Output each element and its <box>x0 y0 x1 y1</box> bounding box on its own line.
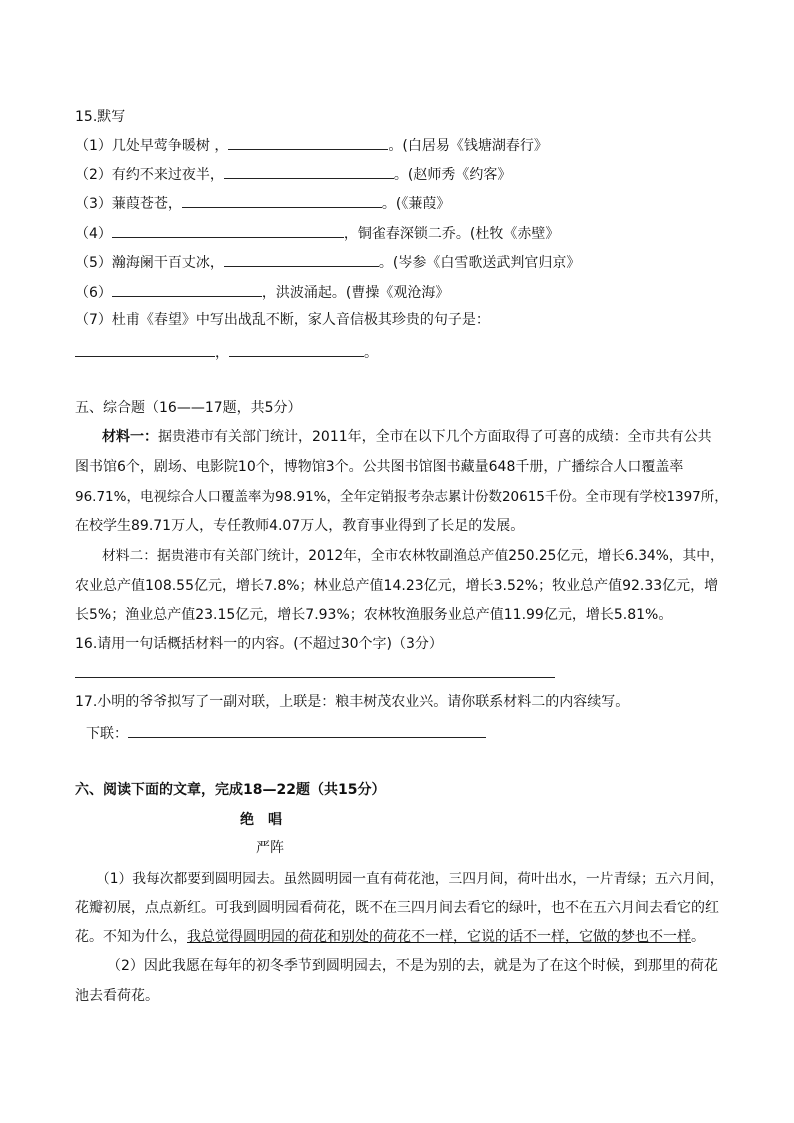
item-suffix: ，洪波涌起。(曹操《观沧海》 <box>261 285 450 301</box>
section-5-heading: 五、综合题（16——17题，共5分） <box>75 400 302 416</box>
q15-item-5 <box>75 251 580 271</box>
q15-title: 15.默写 <box>75 109 126 125</box>
item-number: （2） <box>75 167 112 183</box>
q15-item-3 <box>75 192 450 212</box>
period: 。 <box>364 345 378 361</box>
material-1-line-4: 在校学生89.71万人，专任教师4.07万人，教育事业得到了长足的发展。 <box>75 518 525 534</box>
item-suffix: 。(赵师秀《约客》 <box>393 167 512 183</box>
item-suffix: 。(岑参《白雪歌送武判官归京》 <box>378 255 581 271</box>
item-number: （7） <box>75 312 112 328</box>
paragraph-2-line-2: 池去看荷花。 <box>75 988 159 1004</box>
answer-blank[interactable] <box>224 251 379 267</box>
item-suffix: 。(白居易《钱塘湖春行》 <box>388 138 548 154</box>
q15-item-7 <box>75 310 490 330</box>
material-2-line-2: 农业总产值108.55亿元，增长7.8%；林业总产值14.23亿元，增长3.52%；牧业总产值92.33亿元，增 <box>75 578 719 594</box>
item-number: （5） <box>75 255 112 271</box>
q17-answer-row <box>86 722 486 742</box>
article-author: 严阵 <box>256 840 284 856</box>
answer-blank[interactable] <box>224 163 394 179</box>
answer-blank[interactable] <box>182 192 382 208</box>
item-prefix: 瀚海阑干百丈冰， <box>111 255 224 271</box>
item-prefix: 蒹葭苍苍， <box>111 196 182 212</box>
material-1-line-2: 图书馆6个，剧场、电影院10个，博物馆3个。公共图书馆图书藏量648千册，广播综合人口覆盖率 <box>75 459 684 475</box>
answer-blank[interactable] <box>112 281 262 297</box>
material-1-text: 据贵港市有关部门统计，2011年，全市在以下几个方面取得了可喜的成绩：全市共有公共 <box>158 429 712 445</box>
answer-blank[interactable] <box>112 222 344 238</box>
paragraph-1-line-1: （1）我每次都要到圆明园去。虽然圆明园一直有荷花池，三四月间，荷叶出水，一片青绿；五六月间， <box>96 871 724 887</box>
q15-item-7-answer <box>75 341 378 361</box>
q15-item-1 <box>75 134 548 154</box>
material-1-line-1 <box>102 427 712 447</box>
question-17: 17.小明的爷爷拟写了一副对联，上联是：粮丰树茂农业兴。请你联系材料二的内容续写。 <box>75 694 630 710</box>
answer-blank[interactable] <box>128 722 486 738</box>
answer-blank[interactable] <box>228 134 388 150</box>
item-suffix: 。(《蒹葭》 <box>381 196 451 212</box>
xialian-label: 下联： <box>86 726 128 742</box>
q16-answer-line[interactable] <box>75 677 555 678</box>
item-prefix: 几处早莺争暖树 ， <box>111 138 229 154</box>
article-title: 绝 唱 <box>240 812 282 828</box>
item-number: （3） <box>75 196 112 212</box>
item-text: 杜甫《春望》中写出战乱不断，家人音信极其珍贵的句子是： <box>111 312 490 328</box>
material-1-label: 材料一： <box>102 429 158 445</box>
comma: ， <box>215 345 229 361</box>
paragraph-2-line-1: （2）因此我愿在每年的初冬季节到圆明园去，不是为别的去，就是为了在这个时候，到那里的荷花 <box>107 958 718 974</box>
answer-blank[interactable] <box>229 341 364 357</box>
paragraph-text: 花。不知为什么， <box>75 929 187 945</box>
question-16: 16.请用一句话概括材料一的内容。(不超过30个字)（3分） <box>75 636 443 652</box>
underlined-sentence: 我总觉得圆明园的荷花和别处的荷花不一样，它说的话不一样，它做的梦也不一样 <box>187 929 691 945</box>
paragraph-1-line-3 <box>75 927 705 947</box>
item-prefix: 有约不来过夜半， <box>111 167 224 183</box>
q15-item-6 <box>75 281 449 301</box>
paragraph-1-line-2: 花瓣初展，点点新红。可我到圆明园看荷花，既不在三四月间去看它的绿叶，也不在五六月间去看它的红 <box>75 900 719 916</box>
item-number: （1） <box>75 138 112 154</box>
material-2-line-1: 材料二：据贵港市有关部门统计，2012年，全市农林牧副渔总产值250.25亿元，增长6.34%，其中， <box>102 548 724 564</box>
material-1-line-3: 96.71%，电视综合人口覆盖率为98.91%，全年定销报考杂志累计份数20615千份。全市现有学校1397所， <box>75 489 728 505</box>
material-2-line-3: 长5%；渔业总产值23.15亿元，增长7.93%；农林牧渔服务业总产值11.99亿元，增长5.81%。 <box>75 607 673 623</box>
q15-item-2 <box>75 163 511 183</box>
answer-blank[interactable] <box>75 341 215 357</box>
q15-item-4 <box>75 222 559 242</box>
item-suffix: ，铜雀春深锁二乔。(杜牧《赤壁》 <box>343 226 560 242</box>
item-number: （6） <box>75 285 112 301</box>
item-number: （4） <box>75 226 112 242</box>
paragraph-text: 。 <box>691 929 705 945</box>
section-6-heading: 六、阅读下面的文章，完成18—22题（共15分） <box>75 782 386 798</box>
